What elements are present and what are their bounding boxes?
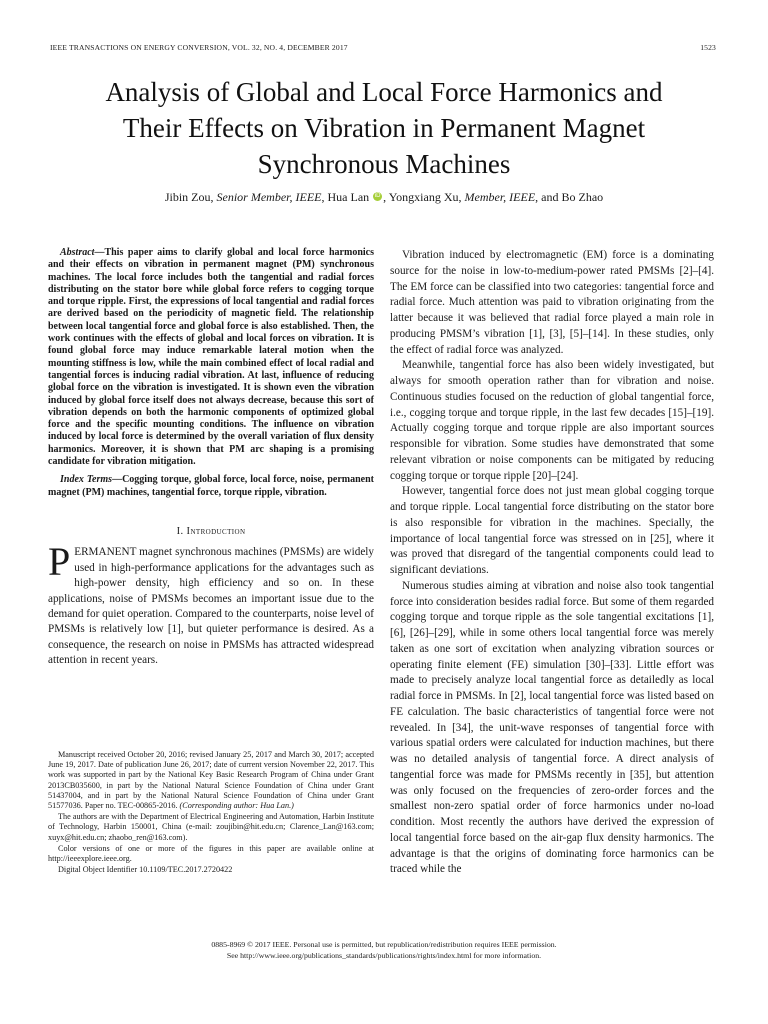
left-column [48, 247, 374, 669]
author-3-role: Member, IEEE [464, 190, 536, 204]
paper-title [40, 74, 728, 182]
drop-cap: P [48, 539, 71, 585]
title-line-1: Analysis of Global and Local Force Harmonics and [105, 77, 663, 107]
author-list [40, 189, 728, 205]
page-number: 1523 [700, 43, 716, 52]
running-header [50, 43, 716, 55]
footnote-manuscript: Manuscript received October 20, 2016; revised January 25, 2017 and March 30, 2017; accepted June 19, 2017. Date of publication June 26, 2017; date of current version November 22, 2017. This work was supported in part by the National Key Basic Research Program of China under Grant 2013CB035600, in part by the National Natural Science Foundation of China under Grant 51437004, and in part by the National Natural Science Foundation of China under Grant 51577036. Paper no. TEC-00865-2016. (Corresponding author: Hua Lan.) [48, 750, 374, 811]
copyright-line-2: See http://www.ieee.org/publications_standards/publications/rights/index.html for more information. [226, 951, 542, 960]
title-line-3: Synchronous Machines [257, 149, 511, 179]
intro-caps: ERMANENT [74, 546, 137, 559]
introduction-paragraph [48, 539, 374, 668]
copyright-notice [40, 939, 728, 961]
section-heading-introduction: I. Introduction [176, 525, 246, 537]
author-1-role: Senior Member, IEEE [216, 190, 322, 204]
footnote-color-versions: Color versions of one or more of the figures in this paper are available online at http://ieeexplore.ieee.org. [48, 843, 374, 864]
footnote-affiliation: The authors are with the Department of Electrical Engineering and Automation, Harbin Institute of Technology, Harbin 150001, China (e-mail: zoujibin@hit.edu.cn; Clarence_Lan@163.com; xuyx@hit.edu.cn; zhaobo_ren@163.com). [48, 812, 374, 842]
copyright-line-1: 0885-8969 © 2017 IEEE. Personal use is permitted, but republication/redistribution requires IEEE permission. [211, 940, 557, 949]
author-4-name: , and Bo Zhao [535, 190, 604, 204]
abstract-text: —This paper aims to clarify global and local force harmonics and their effects on vibration in permanent magnet (PM) synchronous machines. The local force includes both the tangential and radial forces distributing on the stator bore while global force refers to cogging torque and torque ripple. First, the expressions of local tangential and radial forces are derived based on the periodicity of magnetic field. The relationship between local tangential force and global force is also established. Then, the work continues with the effects of global and local forces on vibration. It is found global force may induce remarkable lateral motion when the mounting stiffness is low, while the main combined effect of local radial and tangential forces is inducing radial vibration. At last, influence of reducing global force on the vibration is investigated. It is shown even the vibration induced by global force itself does not always decrease, because this sort of vibration depends on both the harmonic components of optimized global force and the specific mounting conditions. The influence on vibration induced by local force is determined by the overall variation of flux density harmonics. Moreover, it is shown that PM arc shaping is a promising candidate for vibration mitigation. [48, 247, 374, 468]
abstract-lead: Abstract [60, 247, 95, 258]
orcid-icon[interactable]: iD [374, 193, 381, 199]
journal-name: IEEE TRANSACTIONS ON ENERGY CONVERSION, VOL. 32, NO. 4, DECEMBER 2017 [50, 43, 348, 52]
abstract [48, 247, 374, 468]
intro-text: magnet synchronous machines (PMSMs) are widely used in high-performance applications for the advantages such as high-power density, high efficiency and so on. In these applications, noise of PMSMs becomes an important issue due to the demand for quiet operation. Compared to the counterparts, noise level of PMSMs is relatively low [1], but quieter performance is desired. As a consequence, the research on noise in PMSMs has attracted widespread attention in recent years. [48, 546, 374, 667]
footnotes [48, 750, 374, 876]
author-3-name: , Yongxiang Xu, [383, 190, 465, 204]
author-1-name: Jibin Zou, [164, 190, 217, 204]
index-terms-lead: Index Terms [60, 474, 113, 486]
index-terms [48, 474, 374, 499]
author-2-name: , Hua Lan [321, 190, 370, 204]
title-line-2: Their Effects on Vibration in Permanent Magnet [122, 113, 646, 143]
right-paragraph-2: Meanwhile, tangential force has also been widely investigated, but always for smooth operation rather than for vibration and noise. Continuous studies focused on the reduction of global tangential force, i.e., cogging torque and torque ripple, in the last few decades [15]–[19]. Actually cogging torque and torque ripple are also important sources responsible for vibration. Some studies have demonstrated that some relevant vibration or noise components can be mitigated by reducing cogging torque or torque ripple [20]–[24]. [390, 359, 714, 482]
right-paragraph-3: However, tangential force does not just mean global cogging torque and torque ripple. Local tangential force distributing on the stator bore is also responsible for vibration in the machines. Specially, the importance of local tangential force was stressed on in [25], where it was proved that disregard of the tangential components could lead to significant deviations. [390, 485, 714, 576]
right-column [390, 248, 714, 878]
footnote-doi: Digital Object Identifier 10.1109/TEC.2017.2720422 [58, 865, 233, 875]
index-terms-text: —Cogging torque, global force, local force, noise, permanent magnet (PM) machines, tangential force, torque ripple, vibration. [48, 474, 374, 498]
right-paragraph-4: Numerous studies aiming at vibration and noise also took tangential force into consideration besides radial force. But some of them regarded cogging torque and torque ripple as the sole tangential excitations [1], [6], [26]–[29], while in some others local tangential force was merely taken as one sort of excitation when analyzing vibration sources or operating finite element (FE) simulation [30]–[33]. Little effort was made to precisely analyze local tangential force as detailedly as local radial force in PMSMs. In [2], local tangential force was listed based on FE calculation. The basic characteristics of tangential force were not revealed. In [34], the unit-wave responses of tangential force with various spatial orders were calculated for induction machines, but there was no detailed analysis of tangential force. A direct analysis of tangential force was made for PMSMs recently in [35], but attention was only focused on the frequencies of zero-order forces and the smallest non-zero spatial order of force harmonics under no-load condition. Most recently the authors have derived the expression of local tangential force based on the air-gap flux density harmonics. The advantage is that the origins of dominating force harmonics can be traced while the [390, 579, 714, 876]
right-paragraph-1: Vibration induced by electromagnetic (EM) force is a dominating source for the noise in low-to-medium-power rated PMSMs [2]–[4]. The EM force can be classified into two categories: tangential force and radial force. Much attention was paid to vibration originating from the latter because it was believed that radial force played a main role in producing PMSM’s vibration [1], [3], [5]–[14]. In these studies, only the effect of radial force was analyzed. [390, 249, 714, 356]
